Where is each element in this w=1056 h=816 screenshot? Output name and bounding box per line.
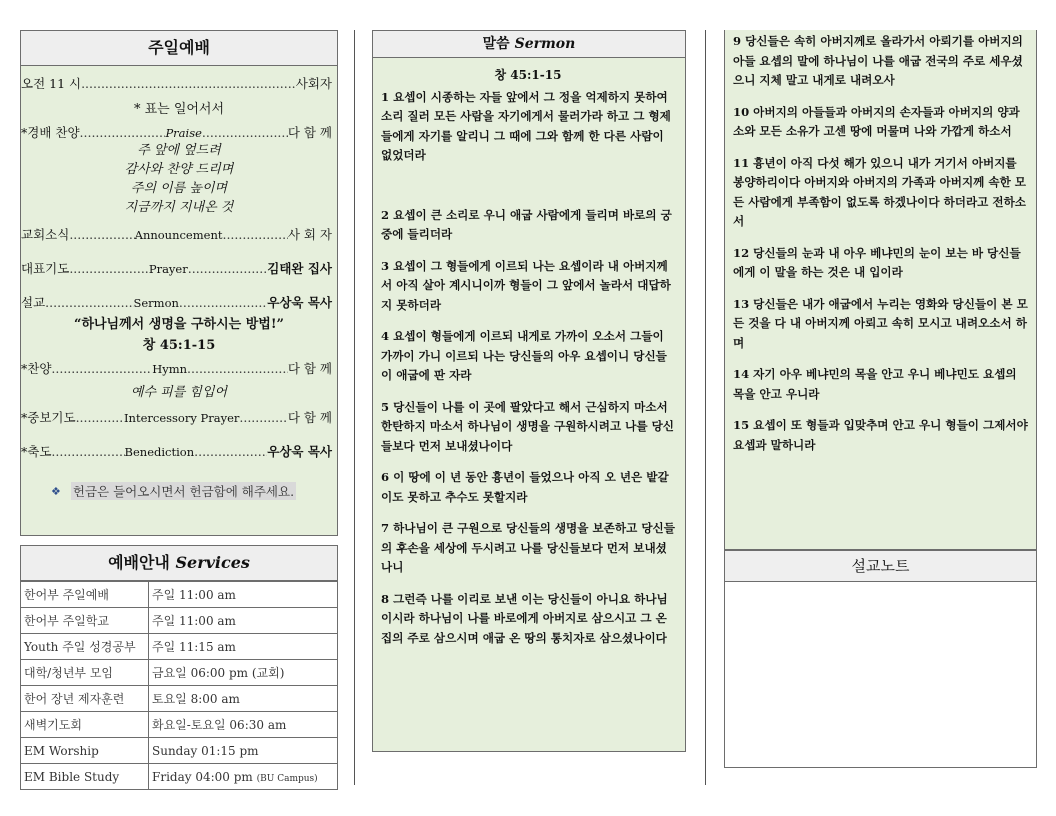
service-time-text: Friday 04:00 pm	[152, 769, 253, 784]
service-time-text: 주일 11:00 am	[152, 614, 236, 628]
service-time-text: Sunday 01:15 pm	[152, 743, 259, 758]
benediction-pastor: 우상욱 목사	[267, 444, 333, 459]
column-divider	[705, 30, 706, 785]
hymn-row	[21, 359, 338, 377]
lyric-line: 주 앞에 엎드려	[137, 143, 221, 158]
service-name: EM Bible Study	[21, 764, 149, 790]
prayer-row	[21, 259, 338, 277]
offering-note	[51, 482, 337, 500]
verse: 11 흉년이 아직 다섯 해가 있으니 내가 거기서 아버지를 봉양하리이다 아버지와 아버지의 가족과 아버지께 속한 모든 사람에게 부족함이 없도록 하겠나이다 하더라고 전하소서	[733, 155, 1027, 228]
service-time-role: 사회자	[295, 76, 332, 91]
lyric-line: 주의 이름 높이며	[130, 181, 228, 196]
leader-dots	[51, 444, 124, 459]
hymn-title: 예수 피를 힘입어	[130, 385, 228, 400]
service-time: 오전 11 시	[21, 76, 82, 91]
verse: 9 당신들은 속히 아버지께로 올라가서 아뢰기를 아버지의 아들 요셉의 말에 하나님이 나를 애굽 전국의 주로 세우셨으니 지체 말고 내게로 내려오사	[733, 34, 1023, 87]
service-name: 대학/청년부 모임	[21, 660, 149, 686]
table-row	[21, 712, 338, 738]
service-time	[149, 764, 338, 790]
intercessory-label: *중보기도	[21, 410, 76, 425]
leader-dots	[80, 125, 166, 140]
announcement-row	[21, 225, 338, 243]
prayer-label: 대표기도	[21, 261, 70, 276]
diamond-bullet-icon: ❖	[51, 484, 61, 498]
verse: 4 요셉이 형들에게 이르되 내게로 가까이 오소서 그들이 가까이 가니 이르되 나는 당신들의 아우 요셉이니 당신들이 애굽에 판 자라	[381, 329, 667, 382]
hymn-leader: 다 함 께	[287, 361, 332, 376]
prayer-leader: 김태완 집사	[267, 261, 333, 276]
service-name: EM Worship	[21, 738, 149, 764]
leader-dots	[202, 125, 288, 140]
lyric-line: 감사와 찬양 드리며	[124, 162, 234, 177]
verse: 2 요셉이 큰 소리로 우니 애굽 사람에게 들리며 바로의 궁중에 들리더라	[381, 207, 672, 241]
announcement-english: Announcement	[134, 228, 223, 242]
table-row	[21, 660, 338, 686]
service-name: 새벽기도회	[21, 712, 149, 738]
sermon-notes-panel	[724, 550, 1037, 768]
verse: 5 당신들이 나를 이 곳에 팔았다고 해서 근심하지 마소서 한탄하지 마소서 하나님이 생명을 구원하시려고 나를 당신들보다 먼저 보내셨나이다	[381, 399, 675, 453]
verse: 3 요셉이 그 형들에게 이르되 나는 요셉이라 내 아버지께서 아직 살아 계시니이까 형들이 그 앞에서 놀라서 대답하지 못하더라	[381, 258, 671, 312]
scripture-continued	[724, 30, 1037, 550]
benediction-english: Benediction	[124, 445, 195, 459]
service-time-text: 토요일 8:00 am	[152, 692, 240, 706]
intercessory-english: Intercessory Prayer	[124, 411, 240, 425]
service-time	[149, 660, 338, 686]
praise-lyrics	[41, 141, 337, 217]
verse: 14 자기 아우 베냐민의 목을 안고 우니 베냐민도 요셉의 목을 안고 우니라	[733, 367, 1017, 401]
column-divider	[354, 30, 355, 785]
services-title-en: Services	[175, 553, 250, 572]
service-time-text: 주일 11:15 am	[152, 640, 236, 654]
sermon-title: “하나님께서 생명을 구하시는 방법!”	[73, 317, 285, 332]
service-time	[149, 582, 338, 608]
services-panel	[20, 545, 338, 790]
worship-title: 주일예배	[21, 31, 337, 66]
sermon-notes-title: 설교노트	[725, 551, 1036, 582]
table-row	[21, 608, 338, 634]
table-row	[21, 764, 338, 790]
leader-dots	[51, 361, 152, 376]
leader-dots	[187, 361, 288, 376]
table-row	[21, 582, 338, 608]
table-row	[21, 686, 338, 712]
verse: 1 요셉이 시종하는 자들 앞에서 그 정을 억제하지 못하여 소리 질러 모든 사람을 자기에게서 물러가라 하고 그 형제들에게 자기를 알리니 그 때에 그와 함께 한 다른 사람이 없었더라	[381, 89, 671, 162]
hymn-english: Hymn	[152, 362, 188, 376]
leader-dots	[76, 410, 124, 425]
sermon-english: Sermon	[133, 296, 179, 310]
services-title	[20, 545, 338, 581]
worship-order-panel	[20, 30, 338, 536]
leader-dots	[45, 295, 133, 310]
service-name: 한어부 주일학교	[21, 608, 149, 634]
leader-dots	[69, 227, 134, 242]
intercessory-leader: 다 함 께	[287, 410, 333, 425]
standing-note: * 표는 일어서서	[133, 102, 225, 117]
leader-dots	[188, 261, 268, 276]
scripture-passage	[373, 58, 685, 648]
hymn-label: *찬양	[21, 361, 52, 376]
announcement-label: 교회소식	[21, 227, 70, 242]
verse: 8 그런즉 나를 이리로 보낸 이는 당신들이 아니요 하나님이시라 하나님이 나를 바로에게 아버지로 삼으시고 그 온 집의 주로 삼으시며 애굽 온 땅의 통치자로 삼으셨나이다	[381, 591, 668, 645]
leader-dots	[81, 76, 296, 91]
worship-order-list	[21, 66, 337, 500]
service-time-text: 주일 11:00 am	[152, 588, 236, 602]
service-time	[149, 712, 338, 738]
service-name: Youth 주일 성경공부	[21, 634, 149, 660]
verse: 13 당신들은 내가 애굽에서 누리는 영화와 당신들이 본 모든 것을 다 내 아버지께 아뢰고 속히 모시고 내려오소서 하며	[733, 296, 1028, 350]
praise-row	[21, 123, 338, 141]
verse: 12 당신들의 눈과 내 아우 베냐민의 눈이 보는 바 당신들에게 이 말을 하는 것은 내 입이라	[733, 245, 1021, 279]
sermon-title-en: Sermon	[514, 36, 576, 52]
praise-leader: 다 함 께	[287, 125, 333, 140]
service-time	[149, 634, 338, 660]
prayer-english: Prayer	[148, 262, 188, 276]
verse: 6 이 땅에 이 년 동안 흉년이 들었으나 아직 오 년은 밭갈이도 못하고 추수도 못할지라	[381, 470, 669, 504]
sermon-text-panel	[372, 30, 686, 752]
verse: 15 요셉이 또 형들과 입맞추며 안고 우니 형들이 그제서야 요셉과 말하니라	[733, 418, 1028, 452]
verse: 7 하나님이 큰 구원으로 당신들의 생명을 보존하고 당신들의 후손을 세상에 두시려고 나를 당신들보다 먼저 보내셨나니	[381, 521, 675, 574]
announcement-leader: 사 회 자	[287, 227, 332, 242]
intercessory-row	[21, 408, 338, 426]
sermon-text-title	[373, 31, 685, 58]
services-title-ko: 예배안내	[108, 553, 170, 572]
praise-english: Praise	[165, 126, 202, 140]
leader-dots	[179, 295, 267, 310]
lyric-line: 지금까지 지내온 것	[124, 200, 234, 215]
service-time-row	[21, 74, 338, 92]
offering-note-text: 헌금은 들어오시면서 헌금함에 해주세요.	[72, 484, 295, 499]
benediction-row	[21, 442, 338, 460]
service-name: 한어 장년 제자훈련	[21, 686, 149, 712]
leader-dots	[222, 227, 287, 242]
service-name: 한어부 주일예배	[21, 582, 149, 608]
service-time-text: 금요일 06:00 pm (교회)	[152, 666, 285, 680]
sermon-title-ko: 말씀	[482, 36, 510, 52]
leader-dots	[69, 261, 149, 276]
service-time	[149, 686, 338, 712]
services-table	[20, 581, 338, 790]
sermon-preacher: 우상욱 목사	[267, 295, 332, 310]
service-time-text: 화요일-토요일 06:30 am	[152, 718, 287, 732]
service-time	[149, 738, 338, 764]
service-time	[149, 608, 338, 634]
scripture-reference: 창 45:1-15	[494, 68, 562, 82]
sermon-row	[21, 293, 338, 311]
benediction-label: *축도	[21, 444, 52, 459]
leader-dots	[194, 444, 267, 459]
praise-label: *경배 찬양	[21, 125, 80, 140]
service-location-note: (BU Campus)	[256, 773, 318, 784]
table-row	[21, 634, 338, 660]
leader-dots	[239, 410, 287, 425]
sermon-reference: 창 45:1-15	[142, 338, 216, 353]
sermon-notes-area	[725, 582, 1036, 768]
verse: 10 아버지의 아들들과 아버지의 손자들과 아버지의 양과 소와 모든 소유가 고센 땅에 머물며 나와 가깝게 하소서	[733, 104, 1020, 138]
table-row	[21, 738, 338, 764]
sermon-label: 설교	[21, 295, 46, 310]
